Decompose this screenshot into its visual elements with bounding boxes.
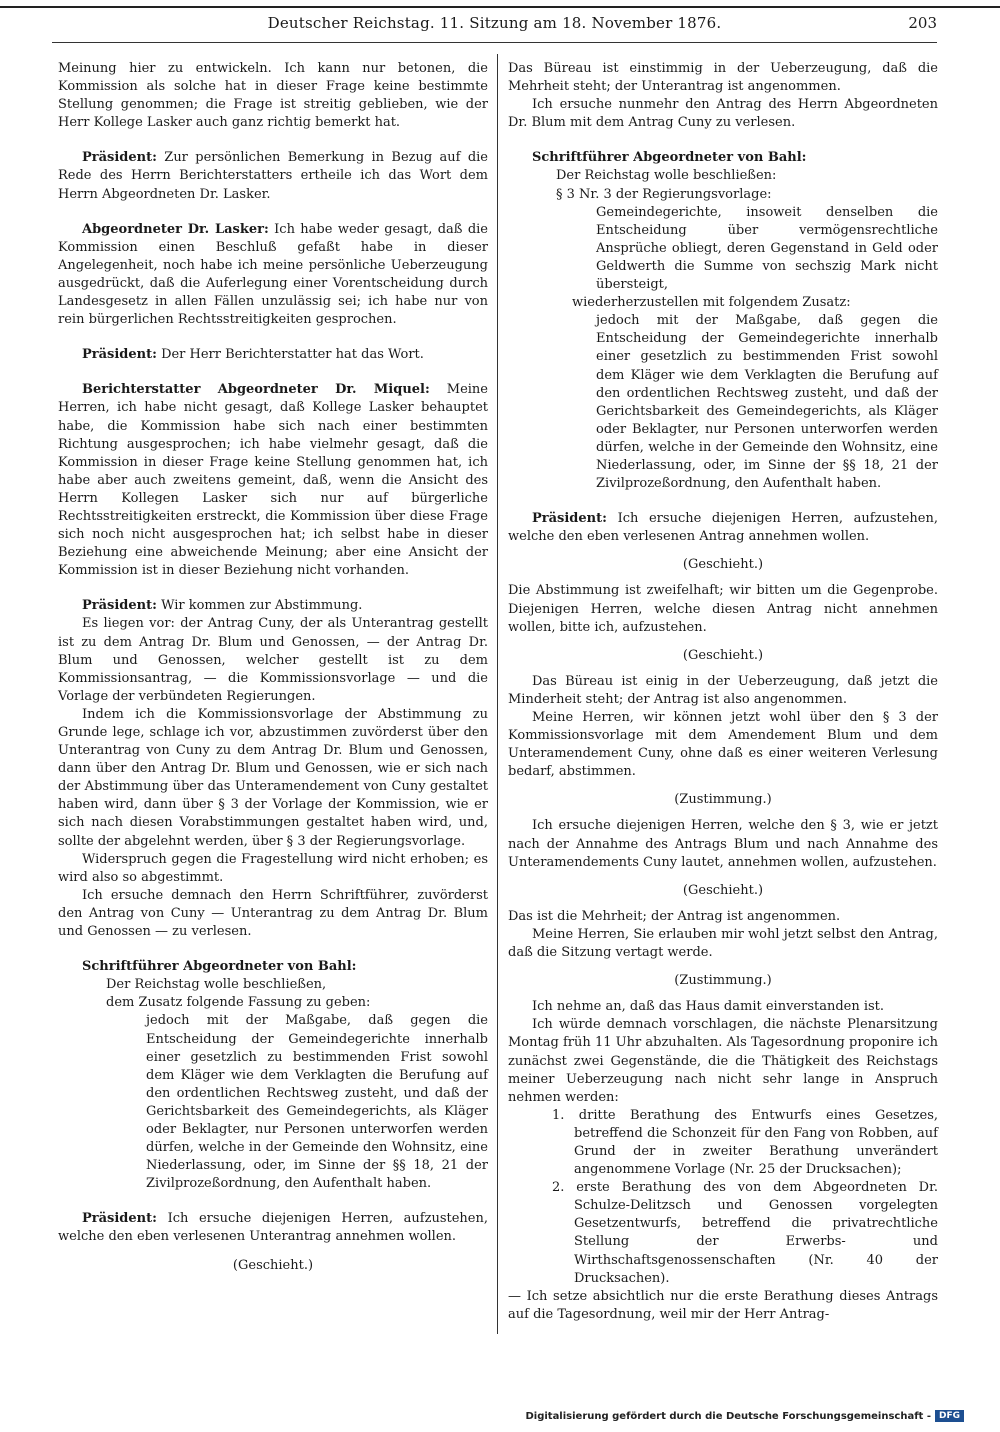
stage-direction: (Geschieht.) (232, 1257, 314, 1273)
stage-direction: (Zustimmung.) (674, 792, 772, 808)
stage-direction: (Zustimmung.) (674, 973, 772, 989)
paragraph: Ich ersuche demnach den Herrn Schriftführer, zuvörderst den Antrag von Cuny — Unterantrag zu dem Antrag Dr. Blum und Genossen — zu verlesen. (58, 887, 488, 940)
speech-text: Ich ersuche diejenigen Herren, aufzustehen, welche den eben verlesenen Antrag annehmen wollen. (508, 511, 938, 545)
speaker: Schriftführer Abgeordneter von Bahl: (82, 959, 357, 975)
speech-text: Ich habe weder gesagt, daß die Kommission einen Beschluß gefaßt habe in dieser Angelegenheit, noch habe ich meine persönliche Ueberzeugung ausgedrückt, daß die Auferlegung einer Vorentscheidung durch Landesgesetz in allen Fällen unzulässig sei; ich habe nur von rein bürgerlichen Rechtsstreitigkeiten gesprochen. (58, 221, 489, 328)
stage-direction: (Geschieht.) (682, 557, 764, 573)
footer-credit (525, 1410, 964, 1422)
paragraph: Indem ich die Kommissionsvorlage der Abstimmung zu Grunde lege, schlage ich vor, abzustimmen zuvörderst über den Unterantrag von Cuny zu dem Antrag Dr. Blum und Genossen, dann über den Antrag Dr. Blum und Genossen, wie er sich nach der Abstimmung über das Unteramendement von Cuny gestaltet haben wird, dann über § 3 der Vorlage der Kommission, wie er sich nach diesen Vorabstimmungen gestaltet haben wird, und, sollte der abgelehnt werden, über § 3 der Regierungsvorlage. (58, 706, 488, 849)
right-column (508, 60, 938, 1324)
speaker: Präsident: (82, 347, 157, 363)
list-item: 2. erste Berathung des von dem Abgeordneten Dr. Schulze-Delitzsch und Genossen vorgelegten Gesetzentwurfs, betreffend die privatrechtliche Stellung der Erwerbs- und Wirthschaftsgenossenschaften (Nr. 40 der Drucksachen). (552, 1180, 938, 1286)
quote-line: wiederherzustellen mit folgendem Zusatz: (572, 295, 851, 311)
speaker: Präsident: (532, 511, 607, 527)
paragraph: Meinung hier zu entwickeln. Ich kann nur betonen, die Kommission als solche hat in dieser Frage keine bestimmte Stellung genommen; die Frage ist streitig geblieben, wie der Herr Kollege Lasker auch ganz richtig bemerkt hat. (58, 61, 488, 131)
speaker: Präsident: (82, 1211, 157, 1227)
quote-line: § 3 Nr. 3 der Regierungsvorlage: (556, 186, 772, 202)
paragraph (58, 597, 488, 615)
footer-text: Digitalisierung gefördert durch die Deutsche Forschungsgemeinschaft - (525, 1410, 931, 1422)
page-number: 203 (908, 14, 937, 32)
speaker: Abgeordneter Dr. Lasker: (82, 221, 269, 237)
speech-text: Ich ersuche diejenigen Herren, aufzustehen, welche den eben verlesenen Unterantrag annehmen wollen. (58, 1211, 488, 1245)
paragraph (508, 149, 938, 167)
quote-line: dem Zusatz folgende Fassung zu geben: (106, 995, 371, 1011)
paragraph: Ich ersuche diejenigen Herren, welche den § 3, wie er jetzt nach der Annahme des Antrags Blum und nach Annahme des Unteramendements Cuny lautet, annehmen wollen, aufzustehen. (508, 818, 938, 870)
dfg-logo: DFG (935, 1410, 964, 1422)
paragraph: Es liegen vor: der Antrag Cuny, der als Unterantrag gestellt ist zu dem Antrag Dr. Blum und Genossen, — der Antrag Dr. Blum und Genossen, welcher gestellt ist zu dem Kommissionsantrag, — die Kommissionsvorlage — und die Vorlage der verbündeten Regierungen. (58, 616, 488, 704)
paragraph: Ich würde demnach vorschlagen, die nächste Plenarsitzung Montag früh 11 Uhr abzuhalten. Als Tagesordnung proponire ich zunächst zwei Gegenstände, die die Thätigkeit des Reichstags meiner Ueberzeugung nach nicht sehr lange in Anspruch nehmen werden: (508, 1017, 938, 1105)
paragraph (58, 346, 488, 364)
speaker: Schriftführer Abgeordneter von Bahl: (532, 150, 807, 166)
paragraph: Meine Herren, wir können jetzt wohl über den § 3 der Kommissionsvorlage mit dem Amendement Blum und dem Unteramendement Cuny, ohne daß es einer weiteren Verlesung bedarf, abstimmen. (508, 710, 938, 780)
paragraph: Das ist die Mehrheit; der Antrag ist angenommen. (508, 908, 841, 924)
paragraph: Das Büreau ist einstimmig in der Ueberzeugung, daß die Mehrheit steht; der Unterantrag ist angenommen. (508, 61, 938, 95)
header-rule (52, 42, 937, 43)
paragraph: Ich nehme an, daß das Haus damit einverstanden ist. (532, 999, 885, 1015)
speech-text: Der Herr Berichterstatter hat das Wort. (161, 347, 424, 363)
list-item: 1. dritte Berathung des Entwurfs eines Gesetzes, betreffend die Schonzeit für den Fang von Robben, auf Grund der in zweiter Berathung unverändert angenommene Vorlage (Nr. 25 der Drucksachen); (552, 1107, 938, 1178)
running-title: Deutscher Reichstag. 11. Sitzung am 18. November 1876. (267, 14, 722, 32)
quote-line: Der Reichstag wolle beschließen, (106, 977, 327, 993)
quote-block: jedoch mit der Maßgabe, daß gegen die Entscheidung der Gemeindegerichte innerhalb einer gesetzlich zu bestimmenden Frist sowohl dem Kläger wie dem Verklagten die Berufung auf den ordentlichen Rechtsweg zusteht, und daß der Gerichtsbarkeit des Gemeindegerichts, als Kläger oder Beklagter, nur Personen unterworfen werden dürfen, welche in der Gemeinde den Wohnsitz, eine Niederlassung, oder, im Sinne der §§ 18, 21 der Zivilprozeßordnung, den Aufenthalt haben. (596, 313, 938, 492)
page-header (52, 14, 937, 40)
paragraph (58, 149, 488, 203)
quote-block: Gemeindegerichte, insoweit denselben die Entscheidung über vermögensrechtliche Ansprüche obliegt, deren Gegenstand in Geld oder Geldwerth die Summe von sechszig Mark nicht übersteigt, (596, 204, 938, 293)
quote-line: Der Reichstag wolle beschließen: (556, 168, 777, 184)
speaker: Präsident: (82, 598, 157, 614)
paragraph (58, 381, 488, 580)
stage-direction: (Geschieht.) (682, 647, 764, 663)
paragraph: — Ich setze absichtlich nur die erste Berathung dieses Antrags auf die Tagesordnung, weil mir der Herr Antrag- (508, 1288, 938, 1322)
column-divider (497, 54, 498, 1334)
top-rule (0, 6, 1000, 8)
speaker: Berichterstatter Abgeordneter Dr. Miquel: (82, 382, 430, 398)
paragraph: Ich ersuche nunmehr den Antrag des Herrn Abgeordneten Dr. Blum mit dem Antrag Cuny zu verlesen. (508, 97, 938, 131)
paragraph: Meine Herren, Sie erlauben mir wohl jetzt selbst den Antrag, daß die Sitzung vertagt werde. (508, 926, 938, 961)
speech-text: Meine Herren, ich habe nicht gesagt, daß Kollege Lasker behauptet habe, die Kommission habe sich nach einer bestimmten Richtung ausgesprochen; ich habe vielmehr gesagt, daß die Kommission in dieser Frage keine Stellung genommen hat, ich habe aber auch zweitens gemeint, daß, wenn die Ansicht des Herrn Kollegen Lasker sich nur auf bürgerliche Rechtsstreitigkeiten erstreckt, die Kommission über diese Frage sich noch nicht ausgesprochen hat; ich selbst habe in dieser Beziehung eine abweichende Meinung; aber eine Ansicht der Kommission ist in dieser Beziehung nicht vorhanden. (58, 382, 488, 579)
paragraph (58, 958, 488, 976)
paragraph: Die Abstimmung ist zweifelhaft; wir bitten um die Gegenprobe. Diejenigen Herren, welche diesen Antrag nicht annehmen wollen, bitte ich, aufzustehen. (508, 583, 938, 635)
left-column (58, 60, 488, 1283)
paragraph (58, 1210, 488, 1246)
quote-block: jedoch mit der Maßgabe, daß gegen die Entscheidung der Gemeindegerichte innerhalb einer gesetzlich zu bestimmenden Frist sowohl dem Kläger wie dem Verklagten die Berufung auf den ordentlichen Rechtsweg zusteht, und daß der Gerichtsbarkeit des Gemeindegerichts, als Kläger oder Beklagter, nur Personen unterworfen werden dürfen, welche in der Gemeinde den Wohnsitz, eine Niederlassung, oder, im Sinne der §§ 18, 21 der Zivilprozeßordnung, den Aufenthalt haben. (146, 1013, 488, 1192)
speech-text: Zur persönlichen Bemerkung in Bezug auf die Rede des Herrn Berichterstatters ertheile ich das Wort dem Herrn Abgeordneten Dr. Lasker. (58, 150, 488, 202)
paragraph (58, 221, 488, 330)
speech-text: Wir kommen zur Abstimmung. (161, 598, 363, 614)
paragraph: Widerspruch gegen die Fragestellung wird nicht erhoben; es wird also so abgestimmt. (58, 851, 488, 885)
paragraph (508, 510, 938, 546)
speaker: Präsident: (82, 150, 157, 166)
stage-direction: (Geschieht.) (682, 882, 764, 898)
paragraph: Das Büreau ist einig in der Ueberzeugung, daß jetzt die Minderheit steht; der Antrag ist also angenommen. (508, 673, 938, 707)
